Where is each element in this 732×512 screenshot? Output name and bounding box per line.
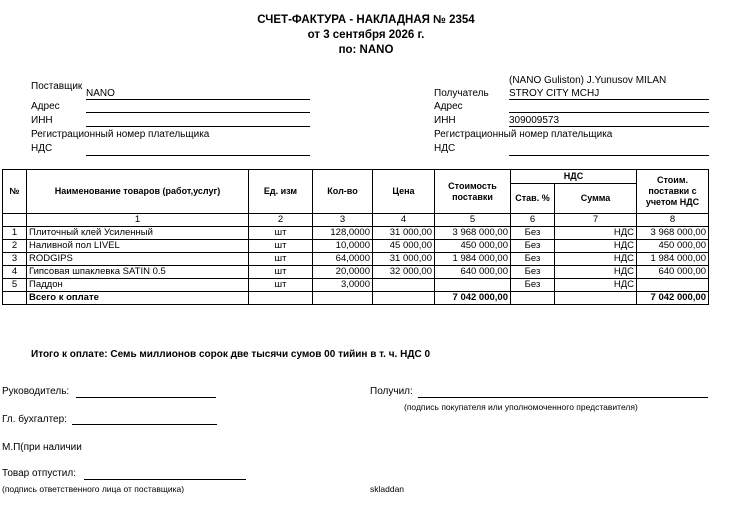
header-unit: Ед. изм <box>249 170 313 214</box>
header-total: Стоим. поставки с учетом НДС <box>637 170 709 214</box>
col-number <box>3 214 27 227</box>
table-row <box>3 279 709 292</box>
cell-unit: шт <box>249 253 313 266</box>
col-number: 3 <box>313 214 373 227</box>
empty-cell <box>3 292 27 305</box>
column-numbers-row <box>3 214 709 227</box>
cell-price: 31 000,00 <box>373 253 435 266</box>
table-row <box>3 253 709 266</box>
accountant-line <box>72 424 217 425</box>
header-num: № <box>3 170 27 214</box>
header-qty: Кол-во <box>313 170 373 214</box>
cell-rate: Без <box>511 240 555 253</box>
cell-total: 3 968 000,00 <box>637 227 709 240</box>
col-number: 6 <box>511 214 555 227</box>
cell-n: 4 <box>3 266 27 279</box>
cell-rate: Без <box>511 279 555 292</box>
recipient-address-label: Адрес <box>434 101 463 112</box>
received-note: (подпись покупателя или уполномоченного представителя) <box>404 402 638 412</box>
header-vat-sum: Сумма <box>555 184 637 214</box>
released-line <box>84 479 246 480</box>
recipient-inn-value: 309009573 <box>509 115 560 126</box>
recipient-label: Получатель <box>434 88 489 99</box>
supplier-inn-underline <box>86 126 310 127</box>
released-note: (подпись ответственного лица от поставщика) <box>2 484 185 494</box>
cell-unit: шт <box>249 279 313 292</box>
stamp-label: М.П(при наличии <box>2 442 82 453</box>
cell-unit: шт <box>249 227 313 240</box>
cell-price <box>373 279 435 292</box>
document-title: СЧЕТ-ФАКТУРА - НАКЛАДНАЯ № 2354 <box>257 14 475 26</box>
recipient-value-line2: STROY CITY MCHJ <box>509 88 600 99</box>
supplier-label: Поставщик <box>31 81 83 92</box>
director-label: Руководитель: <box>2 386 70 397</box>
received-label: Получил: <box>370 386 413 397</box>
cell-total: 640 000,00 <box>637 266 709 279</box>
cell-qty: 64,0000 <box>313 253 373 266</box>
released-label: Товар отпустил: <box>2 468 76 479</box>
cell-price: 31 000,00 <box>373 227 435 240</box>
recipient-value-line1: (NANO Guliston) J.Yunusov MILAN <box>509 75 667 86</box>
cell-n: 2 <box>3 240 27 253</box>
recipient-address-underline <box>509 112 709 113</box>
cell-cost: 1 984 000,00 <box>435 253 511 266</box>
col-number: 1 <box>27 214 249 227</box>
document-date: от 3 сентября 2026 г. <box>307 29 425 41</box>
cell-total: 450 000,00 <box>637 240 709 253</box>
total-with-vat: 7 042 000,00 <box>637 292 709 305</box>
table-row <box>3 266 709 279</box>
supplier-vat-label: НДС <box>31 143 53 154</box>
recipient-vat-label: НДС <box>434 143 456 154</box>
cell-price: 32 000,00 <box>373 266 435 279</box>
empty-cell <box>555 292 637 305</box>
supplier-vat-underline <box>86 155 310 156</box>
cell-total <box>637 279 709 292</box>
total-row <box>3 292 709 305</box>
cell-cost <box>435 279 511 292</box>
cell-cost: 640 000,00 <box>435 266 511 279</box>
cell-name: Плиточный клей Усиленный <box>27 227 249 240</box>
cell-qty: 20,0000 <box>313 266 373 279</box>
header-name: Наименование товаров (работ,услуг) <box>27 170 249 214</box>
cell-n: 5 <box>3 279 27 292</box>
recipient-reg-label: Регистрационный номер плательщика <box>434 129 613 140</box>
total-cost: 7 042 000,00 <box>435 292 511 305</box>
cell-qty: 3,0000 <box>313 279 373 292</box>
supplier-value: NANO <box>86 88 115 99</box>
cell-unit: шт <box>249 240 313 253</box>
recipient-vat-underline <box>509 155 709 156</box>
col-number: 8 <box>637 214 709 227</box>
empty-cell <box>511 292 555 305</box>
supplier-inn-label: ИНН <box>31 115 53 126</box>
cell-sum: НДС <box>555 240 637 253</box>
empty-cell <box>249 292 313 305</box>
cell-n: 3 <box>3 253 27 266</box>
supplier-underline <box>86 99 310 100</box>
cell-sum: НДС <box>555 266 637 279</box>
director-line <box>76 397 216 398</box>
recipient-inn-underline <box>509 126 709 127</box>
header-price: Цена <box>373 170 435 214</box>
warehouse-note: skladdan <box>370 484 405 494</box>
cell-rate: Без <box>511 227 555 240</box>
invoice-table <box>2 169 709 305</box>
col-number: 4 <box>373 214 435 227</box>
accountant-label: Гл. бухгалтер: <box>2 414 67 425</box>
cell-qty: 10,0000 <box>313 240 373 253</box>
supplier-address-underline <box>86 112 310 113</box>
supplier-reg-label: Регистрационный номер плательщика <box>31 129 210 140</box>
cell-sum: НДС <box>555 253 637 266</box>
cell-cost: 450 000,00 <box>435 240 511 253</box>
cell-rate: Без <box>511 253 555 266</box>
cell-sum: НДС <box>555 279 637 292</box>
empty-cell <box>373 292 435 305</box>
table-row <box>3 227 709 240</box>
recipient-underline <box>509 99 709 100</box>
header-cost: Стоимость поставки <box>435 170 511 214</box>
cell-name: RODGIPS <box>27 253 249 266</box>
cell-rate: Без <box>511 266 555 279</box>
cell-n: 1 <box>3 227 27 240</box>
cell-qty: 128,0000 <box>313 227 373 240</box>
table-row <box>3 240 709 253</box>
header-vat-rate: Став. % <box>511 184 555 214</box>
amount-in-words: Итого к оплате: Семь миллионов сорок две тысячи сумов 00 тийин в т. ч. НДС 0 <box>31 349 431 360</box>
document-po: по: NANO <box>338 44 394 56</box>
cell-total: 1 984 000,00 <box>637 253 709 266</box>
cell-sum: НДС <box>555 227 637 240</box>
col-number: 2 <box>249 214 313 227</box>
col-number: 5 <box>435 214 511 227</box>
col-number: 7 <box>555 214 637 227</box>
empty-cell <box>313 292 373 305</box>
cell-price: 45 000,00 <box>373 240 435 253</box>
header-vat: НДС <box>511 170 637 184</box>
total-label: Всего к оплате <box>27 292 249 305</box>
recipient-inn-label: ИНН <box>434 115 456 126</box>
cell-name: Паддон <box>27 279 249 292</box>
cell-name: Гипсовая шпаклевка SATIN 0.5 <box>27 266 249 279</box>
supplier-address-label: Адрес <box>31 101 60 112</box>
cell-name: Наливной пол LIVEL <box>27 240 249 253</box>
cell-unit: шт <box>249 266 313 279</box>
cell-cost: 3 968 000,00 <box>435 227 511 240</box>
received-line <box>418 397 708 398</box>
